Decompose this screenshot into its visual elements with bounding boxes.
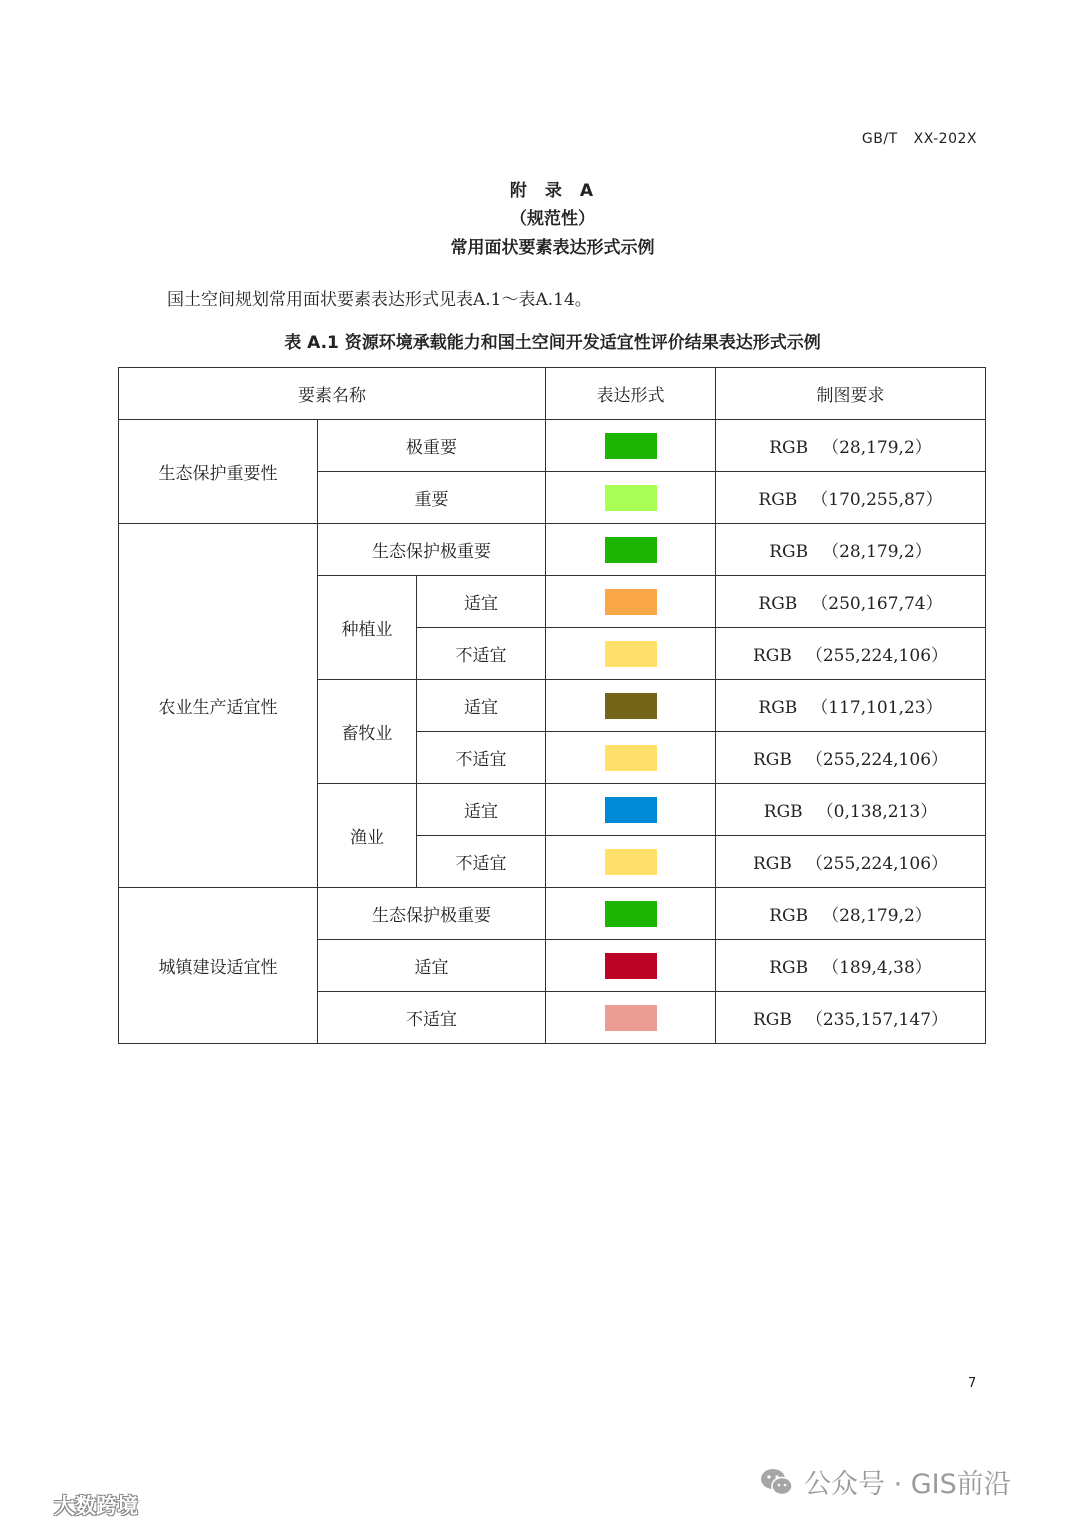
item-name: 不适宜 [318, 992, 546, 1044]
table-row [119, 524, 986, 576]
item-name: 生态保护极重要 [318, 888, 546, 940]
subgroup-name: 种植业 [318, 576, 417, 680]
rgb-cell [716, 836, 986, 888]
rgb-value: （189,4,38） [822, 958, 932, 978]
color-swatch [605, 589, 657, 615]
swatch-cell [546, 420, 716, 472]
color-swatch [605, 953, 657, 979]
item-name: 适宜 [417, 784, 546, 836]
rgb-label: RGB [758, 698, 798, 718]
rgb-label: RGB [752, 646, 792, 666]
spec-table [118, 367, 986, 1044]
rgb-value: （255,224,106） [805, 750, 949, 770]
swatch-cell [546, 628, 716, 680]
watermark-wechat [760, 1462, 1011, 1501]
rgb-value: （28,179,2） [822, 438, 932, 458]
swatch-cell [546, 888, 716, 940]
rgb-cell [716, 732, 986, 784]
appendix-char: 附 [509, 181, 529, 201]
item-name: 不适宜 [417, 732, 546, 784]
color-swatch [605, 745, 657, 771]
appendix-char: A [579, 181, 596, 201]
standard-number: XX-202X [913, 131, 977, 147]
header-expression: 表达形式 [546, 368, 716, 420]
watermark-wechat-text: 公众号 · GIS前沿 [804, 1469, 1011, 1500]
table-row [119, 888, 986, 940]
rgb-label: RGB [769, 438, 809, 458]
intro-paragraph: 国土空间规划常用面状要素表达形式见表A.1～表A.14。 [167, 290, 592, 310]
rgb-value: （0,138,213） [816, 802, 938, 822]
rgb-value: （117,101,23） [811, 698, 943, 718]
item-name: 重要 [318, 472, 546, 524]
swatch-cell [546, 576, 716, 628]
rgb-cell [716, 680, 986, 732]
item-name: 适宜 [417, 576, 546, 628]
rgb-cell [716, 784, 986, 836]
table-row [119, 420, 986, 472]
swatch-cell [546, 472, 716, 524]
rgb-cell [716, 992, 986, 1044]
rgb-value: （255,224,106） [805, 854, 949, 874]
rgb-cell [716, 888, 986, 940]
subgroup-name: 渔业 [318, 784, 417, 888]
rgb-value: （235,157,147） [805, 1010, 949, 1030]
swatch-cell [546, 680, 716, 732]
swatch-cell [546, 940, 716, 992]
rgb-label: RGB [752, 854, 792, 874]
brand-logo-icon [8, 1494, 48, 1516]
color-swatch [605, 901, 657, 927]
page-number: 7 [968, 1376, 977, 1391]
rgb-label: RGB [763, 802, 803, 822]
item-name: 适宜 [417, 680, 546, 732]
standard-prefix: GB/T [861, 131, 898, 147]
color-swatch [605, 485, 657, 511]
item-name: 适宜 [318, 940, 546, 992]
rgb-value: （28,179,2） [822, 542, 932, 562]
rgb-label: RGB [758, 490, 798, 510]
rgb-cell [716, 472, 986, 524]
table-caption: 表 A.1 资源环境承载能力和国土空间开发适宜性评价结果表达形式示例 [284, 333, 821, 353]
rgb-label: RGB [752, 750, 792, 770]
color-swatch [605, 849, 657, 875]
wechat-icon [760, 1467, 794, 1497]
rgb-cell [716, 628, 986, 680]
subgroup-name: 畜牧业 [318, 680, 417, 784]
table-header-row [119, 368, 986, 420]
color-swatch [605, 641, 657, 667]
swatch-cell [546, 836, 716, 888]
rgb-value: （250,167,74） [811, 594, 943, 614]
item-name: 生态保护极重要 [318, 524, 546, 576]
color-swatch [605, 797, 657, 823]
appendix-nature: （规范性） [510, 209, 595, 229]
standard-code [862, 131, 977, 147]
watermark-brand-text: 大数跨境 [54, 1494, 138, 1518]
rgb-label: RGB [752, 1010, 792, 1030]
color-swatch [605, 433, 657, 459]
rgb-label: RGB [769, 542, 809, 562]
rgb-cell [716, 576, 986, 628]
rgb-value: （170,255,87） [811, 490, 943, 510]
group-name: 城镇建设适宜性 [119, 888, 318, 1044]
item-name: 极重要 [318, 420, 546, 472]
item-name: 不适宜 [417, 628, 546, 680]
rgb-value: （28,179,2） [822, 906, 932, 926]
watermark-brand [8, 1490, 138, 1520]
header-element-name: 要素名称 [119, 368, 546, 420]
rgb-value: （255,224,106） [805, 646, 949, 666]
rgb-cell [716, 524, 986, 576]
color-swatch [605, 1005, 657, 1031]
rgb-label: RGB [758, 594, 798, 614]
color-swatch [605, 693, 657, 719]
header-requirement: 制图要求 [716, 368, 986, 420]
item-name: 不适宜 [417, 836, 546, 888]
group-name: 农业生产适宜性 [119, 524, 318, 888]
rgb-cell [716, 420, 986, 472]
swatch-cell [546, 732, 716, 784]
appendix-title: 常用面状要素表达形式示例 [450, 238, 655, 258]
color-swatch [605, 537, 657, 563]
rgb-label: RGB [769, 906, 809, 926]
appendix-char: 录 [544, 181, 564, 201]
swatch-cell [546, 992, 716, 1044]
rgb-label: RGB [769, 958, 809, 978]
swatch-cell [546, 524, 716, 576]
swatch-cell [546, 784, 716, 836]
rgb-cell [716, 940, 986, 992]
group-name: 生态保护重要性 [119, 420, 318, 524]
appendix-label [0, 176, 1080, 201]
